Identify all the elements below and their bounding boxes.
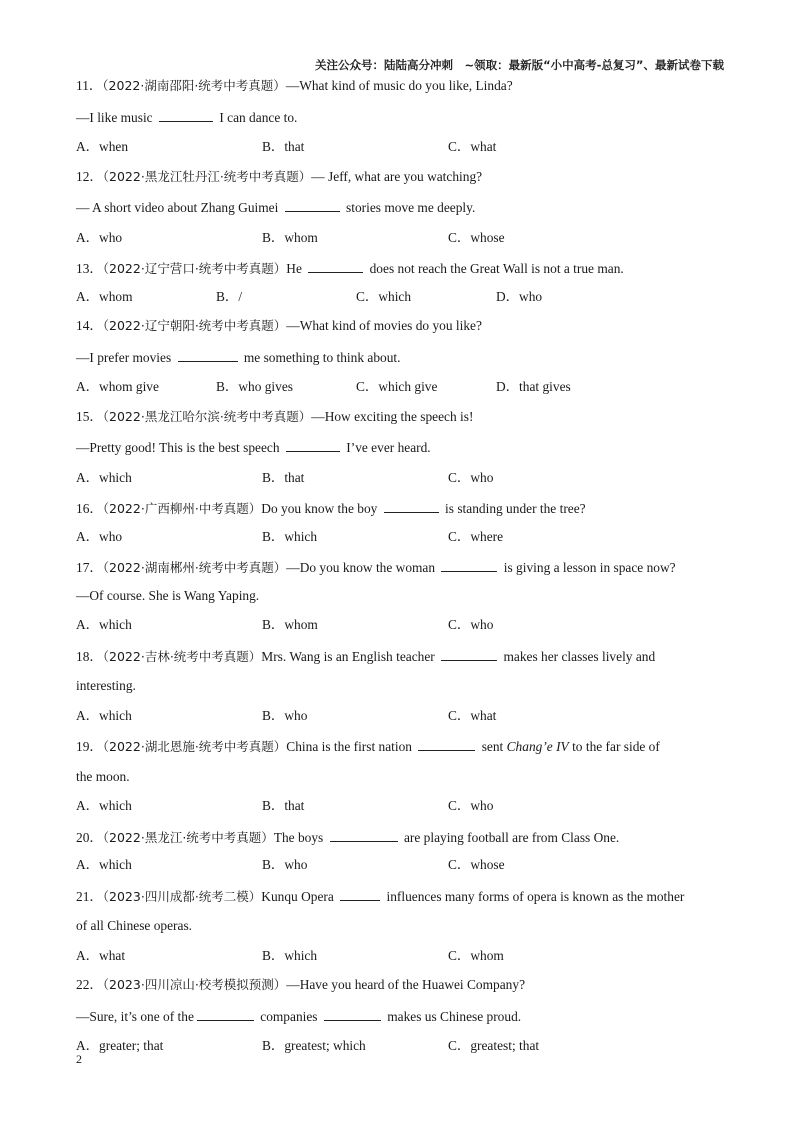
answer-blank <box>418 737 475 751</box>
answer-options <box>76 289 736 305</box>
question-source: （2023·四川成都·统考二模） <box>102 888 262 904</box>
question-number: 18． <box>76 648 103 664</box>
answer-option[interactable]: A．which <box>76 617 132 632</box>
question-text: —I prefer movies <box>76 349 175 365</box>
question-number: 14． <box>76 318 103 333</box>
question-text: — Jeff, what are you watching? <box>311 168 483 184</box>
question-item <box>76 977 736 1054</box>
question-dialogue-line <box>76 108 736 126</box>
question-number: 22． <box>76 977 103 992</box>
question-text: makes her classes lively and <box>500 648 656 664</box>
answer-blank <box>178 348 238 362</box>
page-number: 2 <box>76 1052 82 1066</box>
question-source: （2022·湖北恩施·统考中考真题） <box>102 739 287 754</box>
question-item <box>76 259 736 305</box>
question-stem <box>76 499 736 515</box>
question-stem-continued: interesting. <box>76 678 136 693</box>
question-source: （2022·辽宁营口·统考中考真题） <box>102 261 287 276</box>
question-item <box>76 78 736 155</box>
answer-blank <box>330 828 398 842</box>
question-stem <box>76 409 736 425</box>
answer-blank <box>308 259 363 273</box>
question-stem <box>76 887 736 903</box>
answer-options <box>76 708 736 724</box>
question-source: （2022·吉林·统考中考真题） <box>102 648 262 664</box>
answer-option[interactable]: D．that gives <box>496 379 571 394</box>
answer-option[interactable]: B．that <box>262 139 305 154</box>
italic-title: Chang’e IV <box>506 739 569 754</box>
question-text: are playing football are from Class One. <box>400 829 620 845</box>
answer-options <box>76 529 736 545</box>
answer-options <box>76 470 736 486</box>
question-item <box>76 318 736 395</box>
question-text: sent <box>478 739 507 754</box>
question-text: —What kind of movies do you like? <box>286 318 482 333</box>
answer-option[interactable]: A．what <box>76 947 126 963</box>
answer-blank <box>441 558 497 572</box>
question-item <box>76 558 736 633</box>
question-number: 20． <box>76 829 103 845</box>
answer-option[interactable]: C．who <box>448 617 494 632</box>
question-source: （2022·湖南郴州·统考中考真题） <box>102 560 287 575</box>
answer-option[interactable]: C．greatest; that <box>448 1038 540 1053</box>
question-text: stories move me deeply. <box>342 200 476 215</box>
question-stem <box>76 169 736 185</box>
question-stem <box>76 828 736 844</box>
answer-option[interactable]: C．where <box>448 528 504 544</box>
answer-blank <box>384 499 439 513</box>
question-list <box>76 78 736 1054</box>
question-number: 21． <box>76 888 103 904</box>
question-source: （2022·广西柳州·中考真题） <box>102 501 262 516</box>
answer-option[interactable]: B．whom <box>262 229 318 245</box>
answer-option[interactable]: A．who <box>76 229 123 245</box>
question-stem-continued: the moon. <box>76 768 130 784</box>
answer-option[interactable]: B．who gives <box>216 379 293 394</box>
answer-blank <box>285 198 340 212</box>
question-text: China is the first nation <box>286 739 416 754</box>
question-number: 12． <box>76 168 103 184</box>
question-text: — A short video about Zhang Guimei <box>76 200 282 215</box>
question-text: —Sure, it’s one of the <box>76 1008 194 1024</box>
question-source: （2023·四川凉山·校考模拟预测） <box>102 977 287 992</box>
answer-option[interactable]: B．that <box>262 798 305 813</box>
question-number: 19． <box>76 739 103 754</box>
question-item <box>76 409 736 486</box>
question-text: companies <box>256 1008 321 1024</box>
question-text: influences many forms of opera is known as the mother <box>383 888 685 904</box>
answer-option[interactable]: C．whose <box>448 229 505 245</box>
answer-option[interactable]: A．who <box>76 528 123 544</box>
answer-option[interactable]: C．what <box>448 707 497 723</box>
answer-options <box>76 617 736 633</box>
question-text: Do you know the boy <box>261 501 381 516</box>
page-header: 关注公众号：陆陆高分冲刺 ~领取：最新版“小中高考-总复习”、最新试卷下载 <box>314 58 724 72</box>
answer-option[interactable]: A．which <box>76 857 132 872</box>
question-text: —Pretty good! This is the best speech <box>76 440 283 455</box>
question-text: —Have you heard of the Huawei Company? <box>286 977 526 992</box>
question-stem <box>76 737 736 753</box>
answer-option[interactable]: C．which <box>356 288 412 304</box>
question-text: —I like music <box>76 109 156 125</box>
answer-options <box>76 379 736 395</box>
question-item <box>76 499 736 545</box>
question-text: —Of course. She is Wang Yaping. <box>76 587 260 603</box>
question-number: 11． <box>76 78 103 93</box>
answer-blank <box>340 887 380 901</box>
question-stem <box>76 647 736 663</box>
answer-option[interactable]: B．/ <box>216 288 243 304</box>
answer-option[interactable]: A．greater; that <box>76 1038 164 1053</box>
question-source: （2022·黑龙江·统考中考真题） <box>102 829 274 845</box>
answer-option[interactable]: B．which <box>262 528 318 544</box>
question-source: （2022·黑龙江哈尔滨·统考中考真题） <box>102 408 312 424</box>
answer-blank <box>324 1007 381 1021</box>
answer-option[interactable]: C．who <box>448 798 494 813</box>
question-stem <box>76 259 736 275</box>
answer-option[interactable]: B．that <box>262 469 305 485</box>
question-text: —Do you know the woman <box>286 560 439 575</box>
question-text: makes us Chinese proud. <box>383 1008 522 1024</box>
question-text: —How exciting the speech is! <box>311 408 474 424</box>
question-number: 16． <box>76 501 103 516</box>
question-stem <box>76 977 736 993</box>
question-text: —What kind of music do you like, Linda? <box>285 78 513 93</box>
answer-option[interactable]: A．which <box>76 798 132 813</box>
answer-option[interactable]: A．whom <box>76 288 133 304</box>
question-text: Kunqu Opera <box>261 888 338 904</box>
answer-options <box>76 139 736 155</box>
question-text: me something to think about. <box>240 349 401 365</box>
question-item <box>76 737 736 814</box>
question-source: （2022·辽宁朝阳·统考中考真题） <box>102 318 287 333</box>
question-item <box>76 887 736 964</box>
question-dialogue-line <box>76 438 736 456</box>
question-text: I can dance to. <box>215 109 298 125</box>
answer-option[interactable]: A．which <box>76 469 132 485</box>
question-text: The boys <box>273 829 327 845</box>
question-stem <box>76 558 736 574</box>
question-dialogue-line <box>76 588 736 604</box>
question-text: He <box>286 261 306 276</box>
answer-blank <box>197 1007 254 1021</box>
question-dialogue-line <box>76 1007 736 1025</box>
answer-option[interactable]: C．which give <box>356 379 438 394</box>
question-text: I’ve ever heard. <box>342 440 431 455</box>
answer-option[interactable]: C．who <box>448 469 494 485</box>
question-stem-continued: of all Chinese operas. <box>76 918 193 933</box>
question-item <box>76 169 736 246</box>
answer-option[interactable]: B．which <box>262 947 318 963</box>
question-text: is giving a lesson in space now? <box>500 560 676 575</box>
answer-blank <box>286 438 340 452</box>
question-text: does not reach the Great Wall is not a true man. <box>366 261 624 276</box>
question-stem <box>76 78 736 94</box>
question-number: 15． <box>76 408 103 424</box>
question-item <box>76 828 736 874</box>
answer-option[interactable]: C．whose <box>448 857 505 872</box>
question-text: is standing under the tree? <box>441 501 586 516</box>
answer-option[interactable]: A．when <box>76 139 129 154</box>
answer-option[interactable]: B．who <box>262 707 308 723</box>
question-source: （2022·黑龙江牡丹江·统考中考真题） <box>102 168 312 184</box>
answer-options <box>76 948 736 964</box>
question-number: 13． <box>76 261 103 276</box>
question-number: 17． <box>76 560 103 575</box>
answer-option[interactable]: A．whom give <box>76 379 159 394</box>
answer-options <box>76 1038 736 1054</box>
question-stem <box>76 318 736 334</box>
question-source: （2022·湖南邵阳·统考中考真题） <box>102 78 286 93</box>
answer-option[interactable]: C．whom <box>448 947 504 963</box>
question-item <box>76 647 736 724</box>
question-dialogue-line <box>76 348 736 366</box>
answer-blank <box>441 647 497 661</box>
answer-blank <box>159 108 213 122</box>
answer-option[interactable]: A．which <box>76 707 132 723</box>
answer-option[interactable]: C．what <box>448 139 497 154</box>
question-dialogue-line <box>76 198 736 216</box>
answer-option[interactable]: B．who <box>262 857 308 872</box>
answer-options <box>76 857 736 873</box>
answer-option[interactable]: B．whom <box>262 617 318 632</box>
answer-options <box>76 230 736 246</box>
question-text: to the far side of <box>568 739 660 754</box>
question-text: Mrs. Wang is an English teacher <box>261 648 439 664</box>
answer-options <box>76 798 736 814</box>
answer-option[interactable]: D．who <box>496 288 543 304</box>
answer-option[interactable]: B．greatest; which <box>262 1038 366 1053</box>
